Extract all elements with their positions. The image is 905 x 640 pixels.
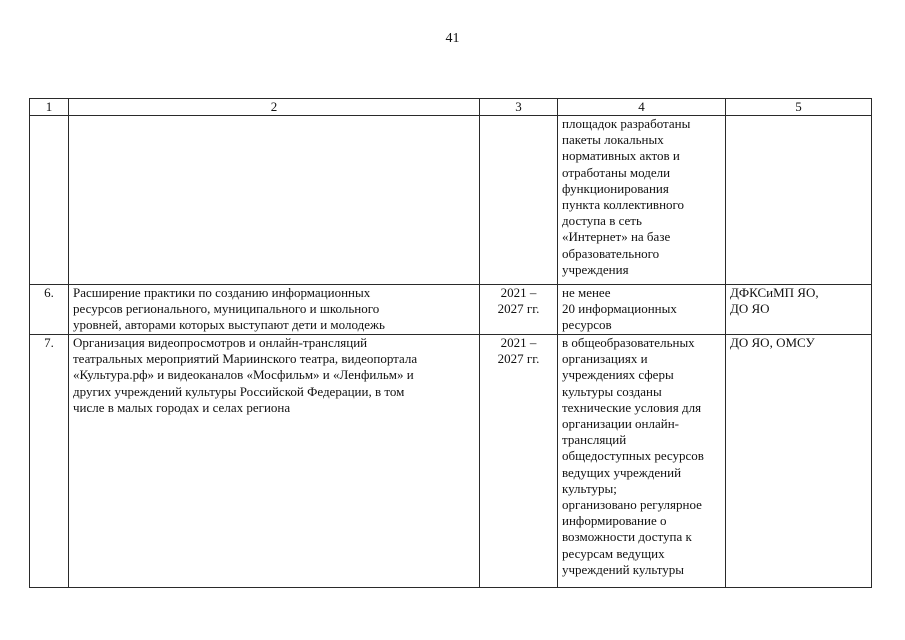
result-cell — [558, 285, 726, 335]
result-text: не менее 20 информационных ресурсов — [562, 285, 677, 333]
activity-cell — [69, 116, 480, 285]
period-text: 2021 – 2027 гг. — [497, 285, 540, 317]
activities-table — [29, 98, 872, 588]
result-text: в общеобразовательных организациях и учреждениях сферы культуры созданы технические условия для организации онлайн- трансляций общедоступных ресурсов ведущих учреждений культуры; организовано регулярное информирование о возможности доступа к ресурсам ведущих учреждений культуры — [562, 335, 704, 577]
column-header-4: 4 — [558, 99, 726, 116]
activity-cell — [69, 335, 480, 588]
column-header-5: 5 — [726, 99, 872, 116]
activity-cell — [69, 285, 480, 335]
period-cell — [480, 335, 558, 588]
page-number: 41 — [445, 31, 460, 46]
result-cell — [558, 116, 726, 285]
table-header-row — [30, 99, 872, 116]
row-number: 6. — [30, 285, 69, 335]
column-header-2: 2 — [69, 99, 480, 116]
row-number: 7. — [30, 335, 69, 588]
responsible-text: ДО ЯО, ОМСУ — [730, 335, 815, 350]
responsible-cell — [726, 285, 872, 335]
table-row — [30, 285, 872, 335]
activity-text: Расширение практики по созданию информационных ресурсов регионального, муниципального и школьного уровней, авторами которых выступают дети и молодежь — [73, 285, 385, 333]
result-text: площадок разработаны пакеты локальных нормативных актов и отработаны модели функционирования пункта коллективного доступа в сеть «Интернет» на базе образовательного учреждения — [562, 116, 691, 277]
period-cell — [480, 116, 558, 285]
responsible-text: ДФКСиМП ЯО, ДО ЯО — [730, 285, 819, 317]
period-text: 2021 – 2027 гг. — [497, 335, 540, 367]
activity-text: Организация видеопросмотров и онлайн-трансляций театральных мероприятий Мариинского театра, видеопортала «Культура.рф» и видеоканалов «Мосфильм» и «Ленфильм» и других учреждений культуры Российской Федерации, в том числе в малых городах и селах региона — [73, 335, 418, 415]
table-row — [30, 335, 872, 588]
responsible-cell — [726, 116, 872, 285]
responsible-cell — [726, 335, 872, 588]
table-row — [30, 116, 872, 285]
row-number — [30, 116, 69, 285]
column-header-1: 1 — [30, 99, 69, 116]
result-cell — [558, 335, 726, 588]
period-cell — [480, 285, 558, 335]
column-header-3: 3 — [480, 99, 558, 116]
